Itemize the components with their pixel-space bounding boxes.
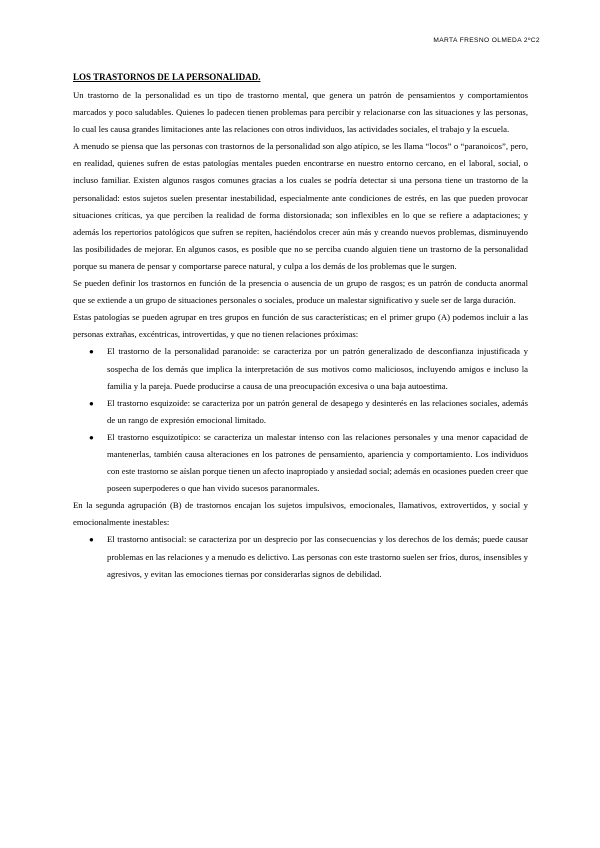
group-a-list bbox=[73, 343, 528, 497]
paragraph-pattern: Se pueden definir los trastornos en función de la presencia o ausencia de un grupo de rasgos; es un patrón de conducta anormal que se extiende a un grupo de situaciones personales o sociales, produce un malestar significativo y suele ser de larga duración. bbox=[73, 278, 528, 306]
paragraph-definition: Un trastorno de la personalidad es un tipo de trastorno mental, que genera un patrón de pensamientos y comportamientos marcados y poco saludables. Quienes lo padecen tienen problemas para percibir y relacionarse con las situaciones y las personas, lo cual les causa grandes limitaciones ante las relaciones con otros individuos, las actividades sociales, el trabajo y la escuela. bbox=[73, 90, 528, 135]
list-item-text: El trastorno antisocial: se caracteriza por un desprecio por las consecuencias y los derechos de los demás; puede causar problemas en las relaciones y a menudo es delictivo. Las personas con este trastorno suelen ser fríos, duros, insensibles y agresivos, y evitan las emociones tiernas por considerarlas signos de debilidad. bbox=[107, 534, 528, 579]
document-title: LOS TRASTORNOS DE LA PERSONALIDAD. bbox=[73, 72, 261, 82]
bullet-icon: ● bbox=[89, 535, 94, 545]
bullet-icon: ● bbox=[89, 347, 94, 357]
list-item-schizotypal bbox=[73, 429, 528, 497]
list-item-paranoid bbox=[73, 343, 528, 394]
list-item-schizoid bbox=[73, 395, 528, 429]
paragraph-group-a-intro: Estas patologías se pueden agrupar en tres grupos en función de sus características; en el primer grupo (A) podemos incluir a las personas extrañas, excéntricas, introvertidas, y que no tienen relaciones próximas: bbox=[73, 312, 528, 340]
list-item-text: El trastorno esquizoide: se caracteriza por un patrón general de desapego y desinterés en las relaciones sociales, además de un rango de expresión emocional limitado. bbox=[107, 397, 528, 425]
document-body bbox=[73, 71, 528, 583]
author-header: MARTA FRESNO OLMEDA 2ºC2 bbox=[433, 37, 540, 44]
bullet-icon: ● bbox=[89, 398, 94, 408]
paragraph-common-traits: A menudo se piensa que las personas con trastornos de la personalidad son algo atípico, se les llama “locos” o “paranoicos”, pero, en realidad, quienes sufren de estas patologías mentales pueden encontrarse en nuestro entorno cercano, en el laboral, social, o incluso familiar. Existen algunos rasgos comunes gracias a los cuales se podría detectar si una persona tiene un trastorno de la personalidad: estos sujetos suelen presentar inestabilidad, especialmente ante condiciones de estrés, en las que pueden provocar situaciones críticas, ya que perciben la realidad de forma distorsionada; son inflexibles en lo que se refiere a adaptaciones; y además los repertorios patológicos que sufren se repiten, haciéndolos crecer aún más y creando nuevos problemas, disminuyendo las posibilidades de mejorar. En algunos casos, es posible que no se perciba cuando alguien tiene un trastorno de la personalidad porque su manera de pensar y comportarse parece natural, y culpa a los demás de los problemas que le surgen. bbox=[73, 141, 528, 271]
group-b-list bbox=[73, 531, 528, 582]
bullet-icon: ● bbox=[89, 432, 94, 442]
list-item-text: El trastorno esquizotípico: se caracteriza un malestar intenso con las relaciones personales y una menor capacidad de mantenerlas, también causa alteraciones en los patrones de pensamiento, apariencia y comportamiento. Los individuos con este trastorno se aíslan porque tienen un afecto inapropiado y ansiedad social; además en ocasiones pueden creer que poseen superpoderes o que han vivido sucesos paranormales. bbox=[107, 431, 528, 494]
list-item-antisocial bbox=[73, 531, 528, 582]
list-item-text: El trastorno de la personalidad paranoide: se caracteriza por un patrón generalizado de desconfianza injustificada y sospecha de los demás que implica la interpretación de sus motivos como maliciosos, incluyendo amigos e incluso la familia y la pareja. Puede producirse a causa de una preocupación excesiva o una baja autoestima. bbox=[107, 346, 528, 391]
paragraph-group-b-intro: En la segunda agrupación (B) de trastornos encajan los sujetos impulsivos, emocionales, llamativos, extrovertidos, y social y emocionalmente inestables: bbox=[73, 500, 528, 528]
